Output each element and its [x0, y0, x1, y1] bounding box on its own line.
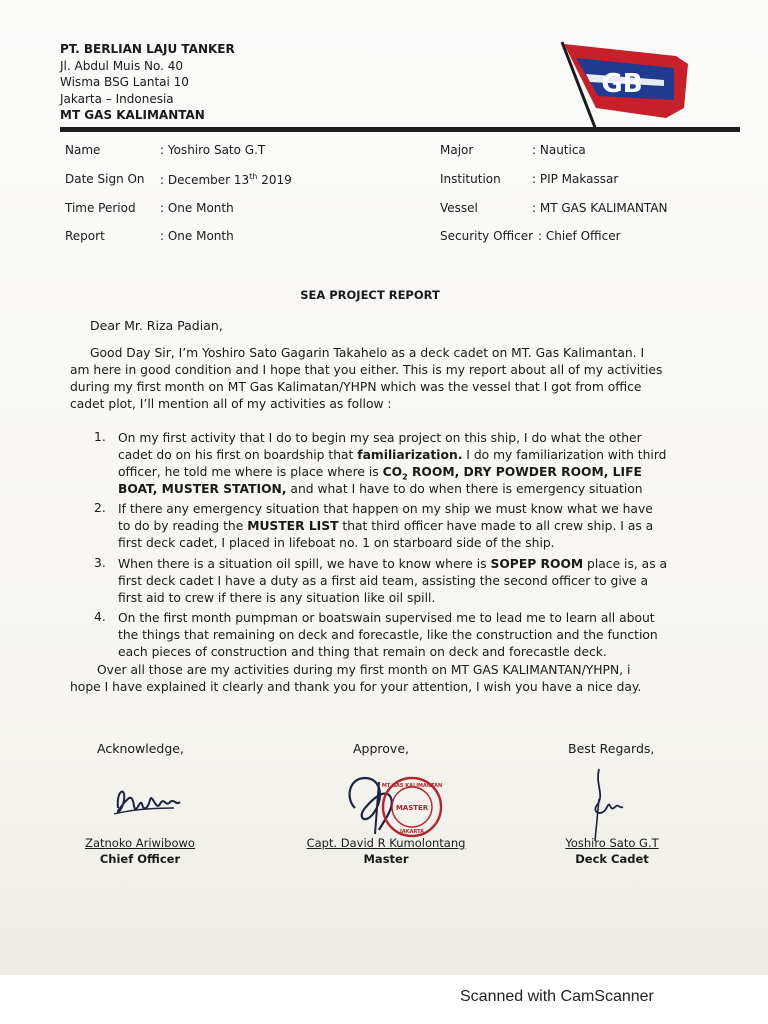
security-value: : Chief Officer [538, 229, 621, 243]
report-title: SEA PROJECT REPORT [300, 288, 440, 302]
chief-officer-title: Chief Officer [99, 852, 181, 866]
acknowledge-label: Acknowledge, [97, 741, 184, 756]
date-label: Date Sign On [65, 172, 145, 186]
master-stamp [380, 775, 444, 839]
master-title: Master [363, 852, 409, 866]
deck-cadet-name: Yoshiro Sato G.T [565, 836, 659, 850]
major-value: : Nautica [532, 143, 586, 157]
date-value: : December 13th 2019 [160, 172, 292, 187]
list-item-number: 3. [94, 556, 106, 570]
period-value: : One Month [160, 201, 234, 215]
list-item-4-line-2: the things that remaining on deck and forecastle, like the construction and the function [118, 628, 658, 642]
address-line-1: Jl. Abdul Muis No. 40 [60, 58, 184, 73]
list-item-1-line-3: officer, he told me where is place where is $CO_2$ ROOM, DRY POWDER ROOM, LIFE [118, 465, 642, 482]
vessel-label: Vessel [440, 201, 478, 215]
vessel-header: MT GAS KALIMANTAN [60, 108, 205, 122]
approve-label: Approve, [353, 741, 409, 756]
period-label: Time Period [65, 201, 136, 215]
list-item-number: 2. [94, 501, 106, 515]
intro-line-3: during my first month on MT Gas Kalimatan/YHPN which was the vessel that I got from office [70, 380, 642, 394]
deck-cadet-signature [585, 765, 635, 845]
list-item-1-line-2: cadet do on his first on boardship that familiarization. I do my familiarization with third [118, 448, 667, 462]
closing-line-1: Over all those are my activities during my first month on MT GAS KALIMANTAN/YHPN, i [97, 663, 631, 677]
list-item-3-line-3: first aid to crew if there is any situation like oil spill. [118, 591, 436, 605]
company-flag-logo [556, 38, 692, 132]
list-item-2-line-2: to do by reading the MUSTER LIST that third officer have made to all crew ship. I as a [118, 519, 654, 533]
company-address-block [60, 41, 235, 124]
list-item-3-line-2: first deck cadet I have a duty as a first aid team, assisting the second officer to give a [118, 574, 649, 588]
list-item-1-line-1: On my first activity that I do to begin my sea project on this ship, I do what the other [118, 431, 642, 445]
vessel-value: : MT GAS KALIMANTAN [532, 201, 668, 215]
chief-officer-signature [110, 778, 190, 828]
chief-officer-name: Zatnoko Ariwibowo [85, 836, 195, 850]
camscanner-watermark: Scanned with CamScanner [460, 988, 654, 1005]
deck-cadet-title: Deck Cadet [575, 852, 649, 866]
list-item-number: 4. [94, 610, 106, 624]
list-item-2-line-1: If there any emergency situation that happen on my ship we must know what we have [118, 502, 653, 516]
institution-value: : PIP Makassar [532, 172, 619, 186]
name-value: : Yoshiro Sato G.T [160, 143, 266, 157]
list-item-2-line-3: first deck cadet, I placed in lifeboat no. 1 on starboard side of the ship. [118, 536, 555, 550]
svg-text:JAKARTA: JAKARTA [400, 829, 424, 835]
major-label: Major [440, 143, 474, 157]
intro-line-4: cadet plot, I’ll mention all of my activities as follow : [70, 397, 392, 411]
master-name: Capt. David R Kumolontang [306, 836, 466, 850]
closing-line-2: hope I have explained it clearly and thank you for your attention, I wish you have a nice day. [70, 680, 642, 694]
svg-text:MT GAS KALIMANTAN: MT GAS KALIMANTAN [381, 783, 443, 789]
list-item-4-line-1: On the first month pumpman or boatswain supervised me to lead me to learn all about [118, 611, 655, 625]
greeting: Dear Mr. Riza Padian, [90, 318, 223, 333]
list-item-number: 1. [94, 430, 106, 444]
header-divider [60, 127, 740, 132]
security-label: Security Officer [440, 229, 534, 243]
logo-text: GB [601, 69, 643, 99]
address-line-3: Jakarta – Indonesia [60, 91, 174, 106]
address-line-2: Wisma BSG Lantai 10 [60, 75, 189, 89]
intro-line-1: Good Day Sir, I’m Yoshiro Sato Gagarin Takahelo as a deck cadet on MT. Gas Kalimantan. I [90, 346, 645, 360]
name-label: Name [65, 143, 101, 157]
svg-text:MASTER: MASTER [395, 804, 429, 812]
list-item-4-line-3: each pieces of construction and thing that remain on deck and forecastle deck. [118, 645, 607, 659]
institution-label: Institution [440, 172, 501, 186]
best-regards-label: Best Regards, [568, 741, 655, 756]
report-label: Report [65, 229, 105, 243]
intro-line-2: am here in good condition and I hope that you either. This is my report about all of my activities [70, 363, 663, 377]
report-value: : One Month [160, 229, 234, 243]
list-item-3-line-1: When there is a situation oil spill, we have to know where is SOPEP ROOM place is, as a [118, 557, 668, 571]
list-item-1-line-4: BOAT, MUSTER STATION, and what I have to do when there is emergency situation [118, 482, 643, 496]
company-name: PT. BERLIAN LAJU TANKER [60, 42, 235, 56]
